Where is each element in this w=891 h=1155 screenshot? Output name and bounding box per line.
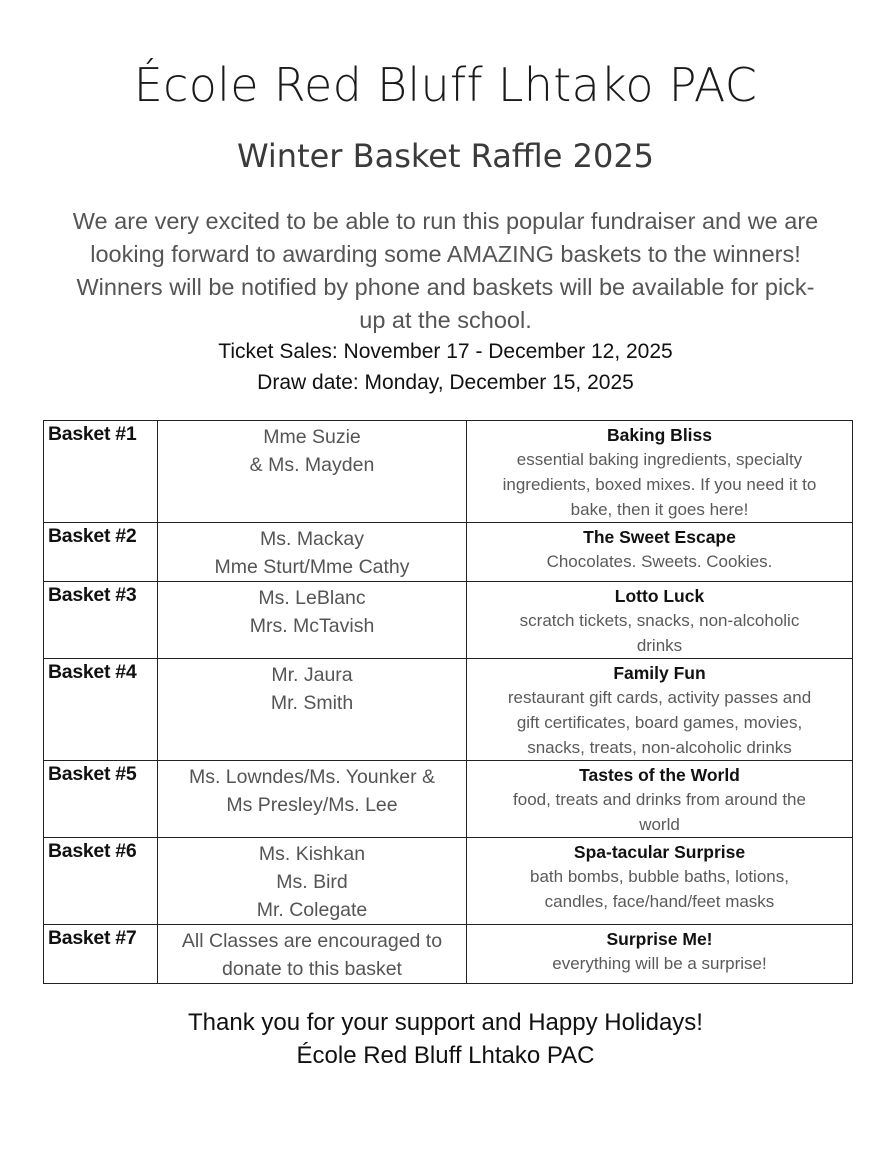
theme-name: The Sweet Escape: [583, 527, 736, 547]
teacher-name: Mr. Jaura: [271, 664, 353, 686]
teacher-name: Mr. Smith: [270, 692, 354, 714]
basket-teachers: [158, 761, 467, 838]
teacher-name: Ms. Lowndes/Ms. Younker &: [188, 766, 436, 788]
basket-number: Basket #1: [44, 421, 158, 523]
page-subtitle: Winter Basket Raffle 2025: [236, 137, 655, 175]
key-dates: [0, 336, 891, 398]
theme-description-line: world: [639, 815, 680, 834]
theme-name: Tastes of the World: [579, 765, 740, 785]
teacher-name: Ms Presley/Ms. Lee: [226, 794, 398, 816]
basket-row: [44, 925, 853, 984]
teacher-name: Ms. LeBlanc: [258, 587, 366, 609]
theme-description-line: bath bombs, bubble baths, lotions,: [530, 867, 789, 886]
basket-theme: [467, 925, 853, 984]
theme-description-line: bake, then it goes here!: [570, 500, 749, 519]
theme-name: Spa-tacular Surprise: [573, 842, 746, 862]
teacher-name: Ms. Mackay: [259, 528, 364, 550]
theme-name: Family Fun: [613, 663, 706, 683]
intro-line: up at the school.: [359, 307, 532, 333]
basket-row: [44, 838, 853, 925]
theme-name: Surprise Me!: [606, 929, 713, 949]
theme-description-line: candles, face/hand/feet masks: [544, 892, 775, 911]
basket-number: Basket #7: [44, 925, 158, 984]
basket-table-body: [44, 421, 853, 984]
basket-row: [44, 659, 853, 761]
basket-row: [44, 523, 853, 582]
basket-row: [44, 761, 853, 838]
teacher-name: donate to this basket: [222, 958, 402, 980]
basket-row: [44, 421, 853, 523]
basket-row: [44, 582, 853, 659]
basket-theme: [467, 582, 853, 659]
theme-description-line: snacks, treats, non-alcoholic drinks: [527, 738, 792, 757]
basket-table: [43, 420, 853, 984]
basket-teachers: [158, 925, 467, 984]
basket-theme: [467, 421, 853, 523]
intro-paragraph: [50, 205, 841, 337]
teacher-name: Ms. Kishkan: [258, 843, 366, 865]
teacher-name: All Classes are encouraged to: [181, 930, 443, 952]
basket-number: Basket #2: [44, 523, 158, 582]
page-title: École Red Bluff Lhtako PAC: [133, 58, 758, 112]
ticket-sales-dates: Ticket Sales: November 17 - December 12, 2025: [218, 340, 673, 363]
intro-line: We are very excited to be able to run this popular fundraiser and we are: [72, 208, 819, 234]
theme-description-line: ingredients, boxed mixes. If you need it to: [502, 475, 817, 494]
teacher-name: Mme Suzie: [263, 426, 361, 448]
theme-description-line: food, treats and drinks from around the: [513, 790, 806, 809]
basket-number: Basket #6: [44, 838, 158, 925]
theme-description-line: Chocolates. Sweets. Cookies.: [546, 552, 773, 571]
theme-name: Baking Bliss: [606, 425, 713, 445]
basket-number: Basket #4: [44, 659, 158, 761]
closing-thanks: Thank you for your support and Happy Holidays!: [188, 1009, 703, 1036]
closing-signature: École Red Bluff Lhtako PAC: [296, 1042, 595, 1069]
basket-theme: [467, 838, 853, 925]
teacher-name: Mrs. McTavish: [249, 615, 375, 637]
basket-theme: [467, 659, 853, 761]
basket-theme: [467, 523, 853, 582]
basket-number: Basket #3: [44, 582, 158, 659]
theme-description-line: essential baking ingredients, specialty: [516, 450, 803, 469]
intro-line: Winners will be notified by phone and baskets will be available for pick-: [76, 274, 815, 300]
basket-teachers: [158, 659, 467, 761]
basket-teachers: [158, 838, 467, 925]
basket-teachers: [158, 421, 467, 523]
basket-teachers: [158, 582, 467, 659]
teacher-name: Ms. Bird: [276, 871, 348, 893]
theme-description-line: drinks: [636, 636, 683, 655]
closing-message: [0, 1006, 891, 1072]
theme-description-line: restaurant gift cards, activity passes and: [507, 688, 812, 707]
theme-description-line: gift certificates, board games, movies,: [516, 713, 803, 732]
theme-description-line: scratch tickets, snacks, non-alcoholic: [519, 611, 800, 630]
basket-number: Basket #5: [44, 761, 158, 838]
teacher-name: Mme Sturt/Mme Cathy: [214, 556, 410, 578]
intro-line: looking forward to awarding some AMAZING baskets to the winners!: [90, 241, 801, 267]
basket-theme: [467, 761, 853, 838]
theme-description-line: everything will be a surprise!: [552, 954, 767, 973]
basket-teachers: [158, 523, 467, 582]
teacher-name: & Ms. Mayden: [249, 454, 375, 476]
theme-name: Lotto Luck: [614, 586, 705, 606]
draw-date: Draw date: Monday, December 15, 2025: [257, 371, 634, 394]
teacher-name: Mr. Colegate: [256, 899, 368, 921]
